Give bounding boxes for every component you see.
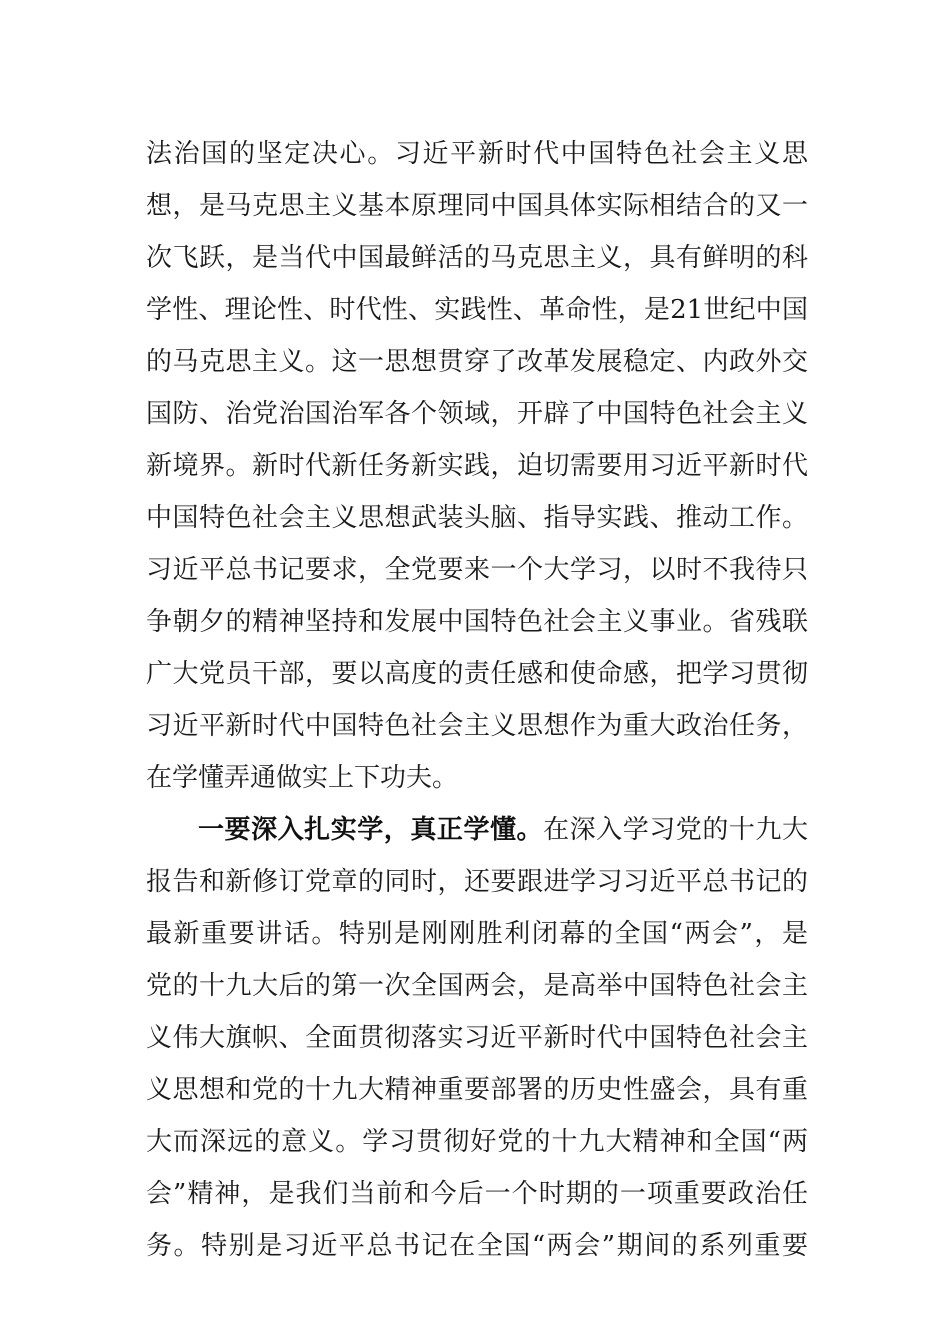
text-line: 党的十九大后的第一次全国两会，是高举中国特色社会主	[146, 971, 808, 1001]
text-line: 法治国的坚定决心。习近平新时代中国特色社会主义思	[146, 139, 808, 169]
text-line: 中国特色社会主义思想武装头脑、指导实践、推动工作。	[146, 503, 808, 533]
text-line: 广大党员干部，要以高度的责任感和使命感，把学习贯彻	[146, 659, 808, 689]
text-line: 报告和新修订党章的同时，还要跟进学习习近平总书记的	[146, 867, 808, 897]
text-line: 学性、理论性、时代性、实践性、革命性，是21世纪中国	[146, 295, 808, 325]
text-line: 次飞跃，是当代中国最鲜活的马克思主义，具有鲜明的科	[146, 243, 808, 273]
text-line: 国防、治党治国治军各个领域，开辟了中国特色社会主义	[146, 399, 808, 429]
text-line: 争朝夕的精神坚持和发展中国特色社会主义事业。省残联	[146, 607, 808, 637]
text-line: 的马克思主义。这一思想贯穿了改革发展稳定、内政外交	[146, 347, 808, 377]
text-line: 义伟大旗帜、全面贯彻落实习近平新时代中国特色社会主	[146, 1023, 808, 1053]
text-line: 在学懂弄通做实上下功夫。	[146, 763, 459, 793]
text-line: 会”精神，是我们当前和今后一个时期的一项重要政治任	[146, 1179, 808, 1209]
text-line: 务。特别是习近平总书记在全国“两会”期间的系列重要	[146, 1231, 808, 1261]
text-line: 想，是马克思主义基本原理同中国具体实际相结合的又一	[146, 191, 808, 221]
paragraph-text: 在深入学习党的十九大	[543, 815, 808, 845]
text-line: 大而深远的意义。学习贯彻好党的十九大精神和全国“两	[146, 1127, 808, 1157]
text-line: 新境界。新时代新任务新实践，迫切需要用习近平新时代	[146, 451, 808, 481]
paragraph-first-line	[198, 804, 808, 856]
text-line: 最新重要讲话。特别是刚刚胜利闭幕的全国“两会”，是	[146, 919, 808, 949]
text-line: 习近平总书记要求，全党要来一个大学习，以时不我待只	[146, 555, 808, 585]
text-line: 义思想和党的十九大精神重要部署的历史性盛会，具有重	[146, 1075, 808, 1105]
text-line: 习近平新时代中国特色社会主义思想作为重大政治任务，	[146, 711, 808, 741]
paragraph-heading: 一要深入扎实学，真正学懂。	[198, 815, 544, 845]
